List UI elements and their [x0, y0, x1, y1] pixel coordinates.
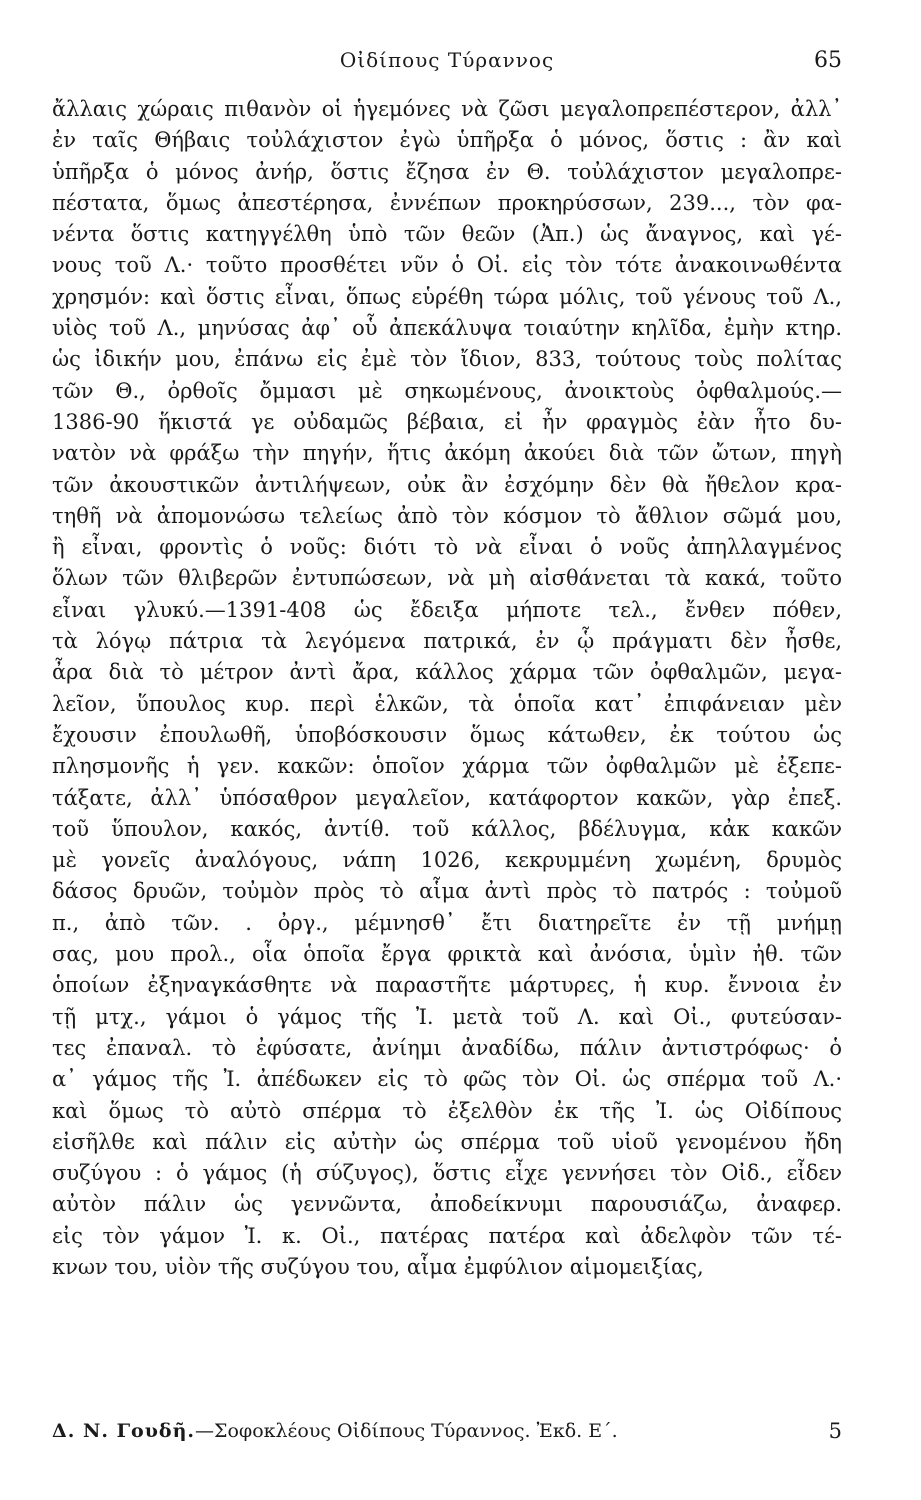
footer-book-title: —Σοφοκλέους Οἰδίπους Τύραννος. Ἐκδ. Ε΄. — [195, 1420, 618, 1442]
text-line: εἰσῆλθε καὶ πάλιν εἰς αὐτὴν ὡς σπέρμα τοῦ υἱοῦ γενομένου ἤδη — [52, 1129, 842, 1154]
text-line: ὅλων τῶν θλιβερῶν ἐντυπώσεων, νὰ μὴ αἰσθάνεται τὰ κακά, τοῦτο — [52, 566, 842, 591]
text-line: κνων του, υἱὸν τῆς συζύγου του, αἷμα ἐμφύλιον αἱμομειξίας, — [52, 1254, 704, 1279]
text-line: ὑπῆρξα ὁ μόνος ἀνήρ, ὅστις ἔζησα ἐν Θ. τοὐλάχιστον μεγαλοπρε- — [52, 159, 842, 184]
text-line: 1386-90 ἥκιστά γε οὐδαμῶς βέβαια, εἰ ἦν φραγμὸς ἐὰν ἦτο δυ- — [52, 409, 842, 434]
text-line: καὶ ὅμως τὸ αὐτὸ σπέρμα τὸ ἐξελθὸν ἐκ τῆς Ἰ. ὡς Οἰδίπους — [52, 1098, 842, 1123]
text-line: ἄλλαις χώραις πιθανὸν οἱ ἡγεμόνες νὰ ζῶσι μεγαλοπρεπέστερον, ἀλλ᾽ — [52, 97, 842, 121]
text-line: σας, μου προλ., οἷα ὁποῖα ἔργα φρικτὰ καὶ ἀνόσια, ὑμὶν ἠθ. τῶν — [52, 942, 842, 967]
text-line: υἱὸς τοῦ Λ., μηνύσας ἀφ᾽ οὗ ἀπεκάλυψα τοιαύτην κηλῖδα, ἐμὴν κτηρ. — [52, 316, 842, 341]
text-line: ὡς ἰδικήν μου, ἐπάνω εἰς ἐμὲ τὸν ἴδιον, 833, τούτους τοὺς πολίτας — [52, 347, 842, 372]
text-line: εἶναι γλυκύ.—1391-408 ὡς ἔδειξα μήποτε τελ., ἔνθεν πόθεν, — [52, 597, 842, 622]
text-line: αὐτὸν πάλιν ὡς γεννῶντα, ἀποδείκνυμι παρουσιάζω, ἀναφερ. — [52, 1192, 842, 1217]
text-line: νέντα ὅστις κατηγγέλθη ὑπὸ τῶν θεῶν (Ἀπ.) ὡς ἄναγνος, καὶ γέ- — [52, 222, 842, 247]
text-line: ἆρα διὰ τὸ μέτρον ἀντὶ ἄρα, κάλλος χάρμα τῶν ὀφθαλμῶν, μεγα- — [52, 660, 842, 685]
running-title: Οἰδίπους Τύραννος — [339, 48, 555, 72]
text-line: πέστατα, ὅμως ἀπεστέρησα, ἐννέπων προκηρύσσων, 239..., τὸν φα- — [52, 190, 842, 215]
page-number: 65 — [814, 48, 842, 73]
text-line: α᾽ γάμος τῆς Ἰ. ἀπέδωκεν εἰς τὸ φῶς τὸν Οἰ. ὡς σπέρμα τοῦ Λ.· — [52, 1067, 842, 1092]
text-line: συζύγου : ὁ γάμος (ἡ σύζυγος), ὅστις εἶχε γεννήσει τὸν Οἰδ., εἶδεν — [52, 1161, 842, 1186]
text-line: πλησμονῆς ἡ γεν. κακῶν: ὁποῖον χάρμα τῶν ὀφθαλμῶν μὲ ἐξεπε- — [52, 754, 842, 779]
sheet-number: 5 — [828, 1419, 842, 1443]
text-line: τῇ μτχ., γάμοι ὁ γάμος τῆς Ἰ. μετὰ τοῦ Λ. καὶ Οἰ., φυτεύσαν- — [52, 1004, 842, 1029]
text-line: χρησμόν: καὶ ὅστις εἶναι, ὅπως εὑρέθη τώρα μόλις, τοῦ γένους τοῦ Λ., — [52, 284, 842, 309]
text-line: τοῦ ὕπουλον, κακός, ἀντίθ. τοῦ κάλλος, βδέλυγμα, κἀκ κακῶν — [52, 816, 842, 841]
text-line: τηθῆ νὰ ἀπομονώσω τελείως ἀπὸ τὸν κόσμον τὸ ἄθλιον σῶμά μου, — [52, 503, 842, 528]
body-text — [52, 94, 842, 1283]
page — [52, 0, 842, 1500]
text-line: ὁποίων ἐξηναγκάσθητε νὰ παραστῆτε μάρτυρες, ἡ κυρ. ἔννοια ἐν — [52, 973, 842, 998]
text-line: ἢ εἶναι, φροντὶς ὁ νοῦς: διότι τὸ νὰ εἶναι ὁ νοῦς ἀπηλλαγμένος — [52, 535, 842, 560]
footer-signature: Δ. Ν. Γουδῆ. — [52, 1420, 196, 1442]
text-line: ἐν ταῖς Θήβαις τοὐλάχιστον ἐγὼ ὑπῆρξα ὁ μόνος, ὅστις : ἂν καὶ — [52, 128, 842, 153]
text-line: εἰς τὸν γάμον Ἰ. κ. Οἰ., πατέρας πατέρα καὶ ἀδελφὸν τῶν τέ- — [52, 1223, 842, 1248]
text-line: π., ἀπὸ τῶν. . ὀργ., μέμνησθ᾽ ἔτι διατηρεῖτε ἐν τῇ μνήμῃ — [52, 910, 842, 935]
text-line: λεῖον, ὕπουλος κυρ. περὶ ἑλκῶν, τὰ ὁποῖα κατ᾽ ἐπιφάνειαν μὲν — [52, 691, 842, 716]
text-line: νους τοῦ Λ.· τοῦτο προσθέτει νῦν ὁ Οἰ. εἰς τὸν τότε ἀνακοινωθέντα — [52, 253, 842, 278]
footer — [52, 1416, 842, 1446]
text-line: τάξατε, ἀλλ᾽ ὑπόσαθρον μεγαλεῖον, κατάφορτον κακῶν, γὰρ ἐπεξ. — [52, 785, 842, 810]
text-line: τες ἐπαναλ. τὸ ἐφύσατε, ἀνίημι ἀναδίδω, πάλιν ἀντιστρόφως· ὁ — [52, 1035, 842, 1060]
running-head — [52, 48, 842, 82]
text-line: τῶν ἀκουστικῶν ἀντιλήψεων, οὐκ ἂν ἐσχόμην δὲν θὰ ἤθελον κρα- — [52, 472, 842, 497]
text-line: τὰ λόγῳ πάτρια τὰ λεγόμενα πατρικά, ἐν ᾧ πράγματι δὲν ἦσθε, — [52, 629, 842, 654]
text-line: τῶν Θ., ὀρθοῖς ὄμμασι μὲ σηκωμένους, ἀνοικτοὺς ὀφθαλμούς.— — [52, 378, 842, 403]
text-line: δάσος δρυῶν, τοὐμὸν πρὸς τὸ αἷμα ἀντὶ πρὸς τὸ πατρός : τοὐμοῦ — [52, 879, 842, 904]
text-line: μὲ γονεῖς ἀναλόγους, νάπη 1026, κεκρυμμένη χωμένη, δρυμὸς — [52, 848, 842, 873]
text-line: νατὸν νὰ φράξω τὴν πηγήν, ἥτις ἀκόμη ἀκούει διὰ τῶν ὤτων, πηγὴ — [52, 441, 842, 466]
text-line: ἔχουσιν ἐπουλωθῆ, ὑποβόσκουσιν ὅμως κάτωθεν, ἐκ τούτου ὡς — [52, 722, 842, 747]
